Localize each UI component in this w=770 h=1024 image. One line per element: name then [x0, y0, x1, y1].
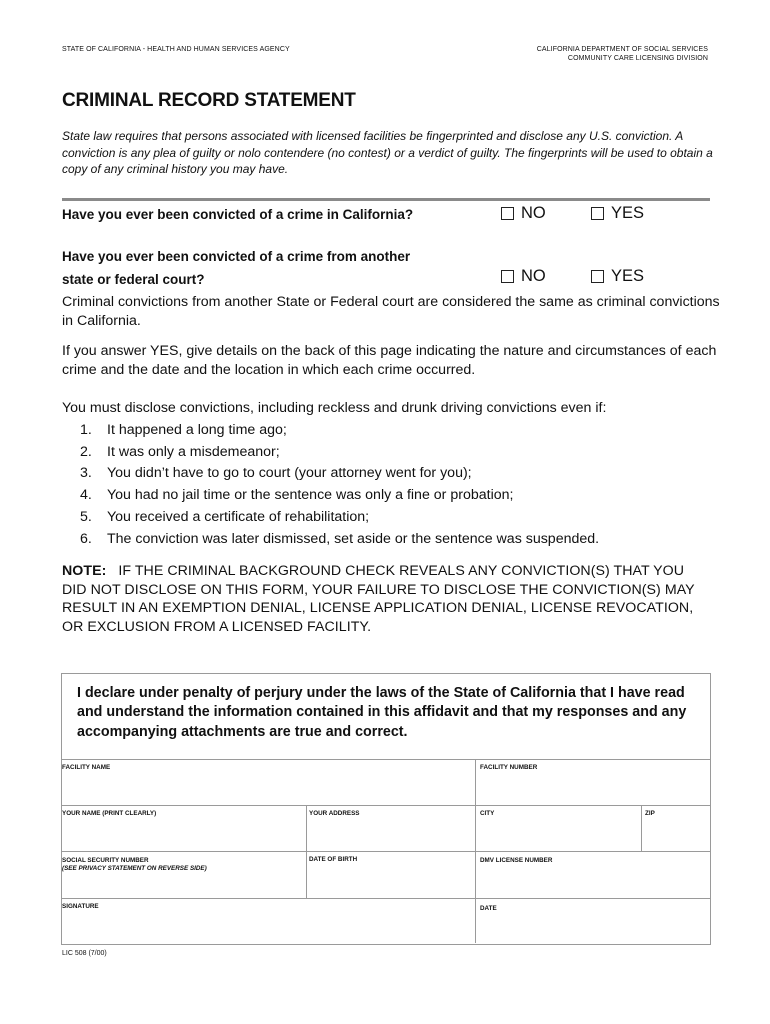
q1-no-checkbox[interactable]	[501, 207, 514, 220]
divider-rule	[62, 198, 710, 201]
list-item	[80, 442, 599, 464]
city-field[interactable]	[475, 805, 641, 852]
dmv-license-field[interactable]	[475, 851, 710, 899]
list-item	[80, 420, 599, 442]
disclosure-list	[80, 420, 599, 550]
ssn-field[interactable]	[61, 851, 306, 899]
column-divider	[641, 805, 642, 851]
city-label: CITY	[480, 810, 495, 817]
list-number: 1.	[80, 422, 92, 438]
declaration-text: I declare under penalty of perjury under the laws of the State of California that I have read and understand the information contained in this affidavit and that my responses and any accompanying attachments are true and correct.	[77, 685, 687, 740]
list-number: 2.	[80, 443, 92, 460]
your-name-label: YOUR NAME (PRINT CLEARLY)	[62, 810, 157, 817]
question-other-state-line1: Have you ever been convicted of a crime from another	[62, 249, 411, 264]
list-text: You had no jail time or the sentence was only a fine or probation;	[107, 487, 514, 504]
form-number: LIC 508 (7/00)	[62, 950, 107, 957]
facility-number-field[interactable]	[475, 759, 710, 806]
q2-no-label: NO	[521, 267, 546, 285]
paragraph-answer-yes: If you answer YES, give details on the back of this page indicating the nature and circumstances of each crime and the date and the location in which each crime occurred.	[62, 343, 717, 378]
q2-yes-label: YES	[611, 267, 645, 285]
zip-label: ZIP	[645, 810, 655, 817]
intro-text: State law requires that persons associated with licensed facilities be fingerprinted and disclose any U.S. conviction. A conviction is any plea of guilty or nolo contendere (no contest) or a verdict of guilty. The fingerprints will be used to obtain a copy of any criminal history you may have.	[62, 129, 713, 176]
q1-yes-label: YES	[611, 204, 645, 222]
list-number: 4.	[80, 487, 92, 504]
date-label: DATE	[480, 905, 497, 912]
your-address-field[interactable]	[306, 805, 475, 852]
list-number: 5.	[80, 508, 92, 525]
paragraph-must-disclose: You must disclose convictions, including reckless and drunk driving convictions even if:	[62, 400, 607, 416]
date-of-birth-field[interactable]	[306, 851, 475, 899]
signature-field[interactable]	[61, 898, 475, 944]
note-paragraph	[62, 562, 712, 636]
ssn-note: (SEE PRIVACY STATEMENT ON REVERSE SIDE)	[62, 865, 207, 872]
list-text: It was only a misdemeanor;	[107, 443, 280, 460]
list-text: You didn’t have to go to court (your attorney went for you);	[107, 465, 472, 482]
list-item	[80, 485, 599, 507]
dmv-license-label: DMV LICENSE NUMBER	[480, 857, 553, 864]
list-item	[80, 463, 599, 485]
date-of-birth-label: DATE OF BIRTH	[309, 856, 358, 863]
agency-header: STATE OF CALIFORNIA - HEALTH AND HUMAN SERVICES AGENCY	[62, 46, 290, 53]
facility-number-label: FACILITY NUMBER	[480, 764, 538, 771]
list-item	[80, 507, 599, 529]
note-text: IF THE CRIMINAL BACKGROUND CHECK REVEALS ANY CONVICTION(S) THAT YOU DID NOT DISCLOSE ON THIS FORM, YOUR FAILURE TO DISCLOSE THE CONVICTION(S) MAY RESULT IN AN EXEMPTION DENIAL, LICENSE APPLICATION DENIAL, LICENSE REVOCATION, OR EXCLUSION FROM A LICENSED FACILITY.	[62, 563, 695, 635]
list-text: It happened a long time ago;	[107, 422, 287, 438]
signature-label: SIGNATURE	[62, 903, 99, 910]
facility-name-field[interactable]	[61, 759, 475, 806]
your-address-label: YOUR ADDRESS	[309, 810, 360, 817]
question-california: Have you ever been convicted of a crime in California?	[62, 207, 414, 222]
department-header	[408, 45, 708, 63]
q1-no-label: NO	[521, 204, 546, 222]
paragraph-other-courts: Criminal convictions from another State or Federal court are considered the same as criminal convictions in California.	[62, 294, 720, 329]
list-text: The conviction was later dismissed, set aside or the sentence was suspended.	[107, 530, 600, 547]
note-label: NOTE:	[62, 563, 107, 579]
q1-yes-checkbox[interactable]	[591, 207, 604, 220]
department-line-2: COMMUNITY CARE LICENSING DIVISION	[567, 55, 708, 62]
list-number: 6.	[80, 530, 92, 547]
q2-yes-checkbox[interactable]	[591, 270, 604, 283]
your-name-field[interactable]	[61, 805, 306, 852]
ssn-label: SOCIAL SECURITY NUMBER	[62, 857, 149, 864]
list-item	[80, 529, 599, 551]
form-title: CRIMINAL RECORD STATEMENT	[62, 90, 356, 111]
list-number: 3.	[80, 465, 92, 482]
department-line-1: CALIFORNIA DEPARTMENT OF SOCIAL SERVICES	[536, 46, 708, 53]
date-field[interactable]	[475, 898, 710, 944]
list-text: You received a certificate of rehabilitation;	[107, 508, 370, 525]
zip-field[interactable]	[641, 805, 710, 852]
q2-no-checkbox[interactable]	[501, 270, 514, 283]
question-other-state-line2: state or federal court?	[62, 272, 205, 287]
facility-name-label: FACILITY NAME	[62, 764, 111, 771]
column-divider	[475, 759, 476, 805]
